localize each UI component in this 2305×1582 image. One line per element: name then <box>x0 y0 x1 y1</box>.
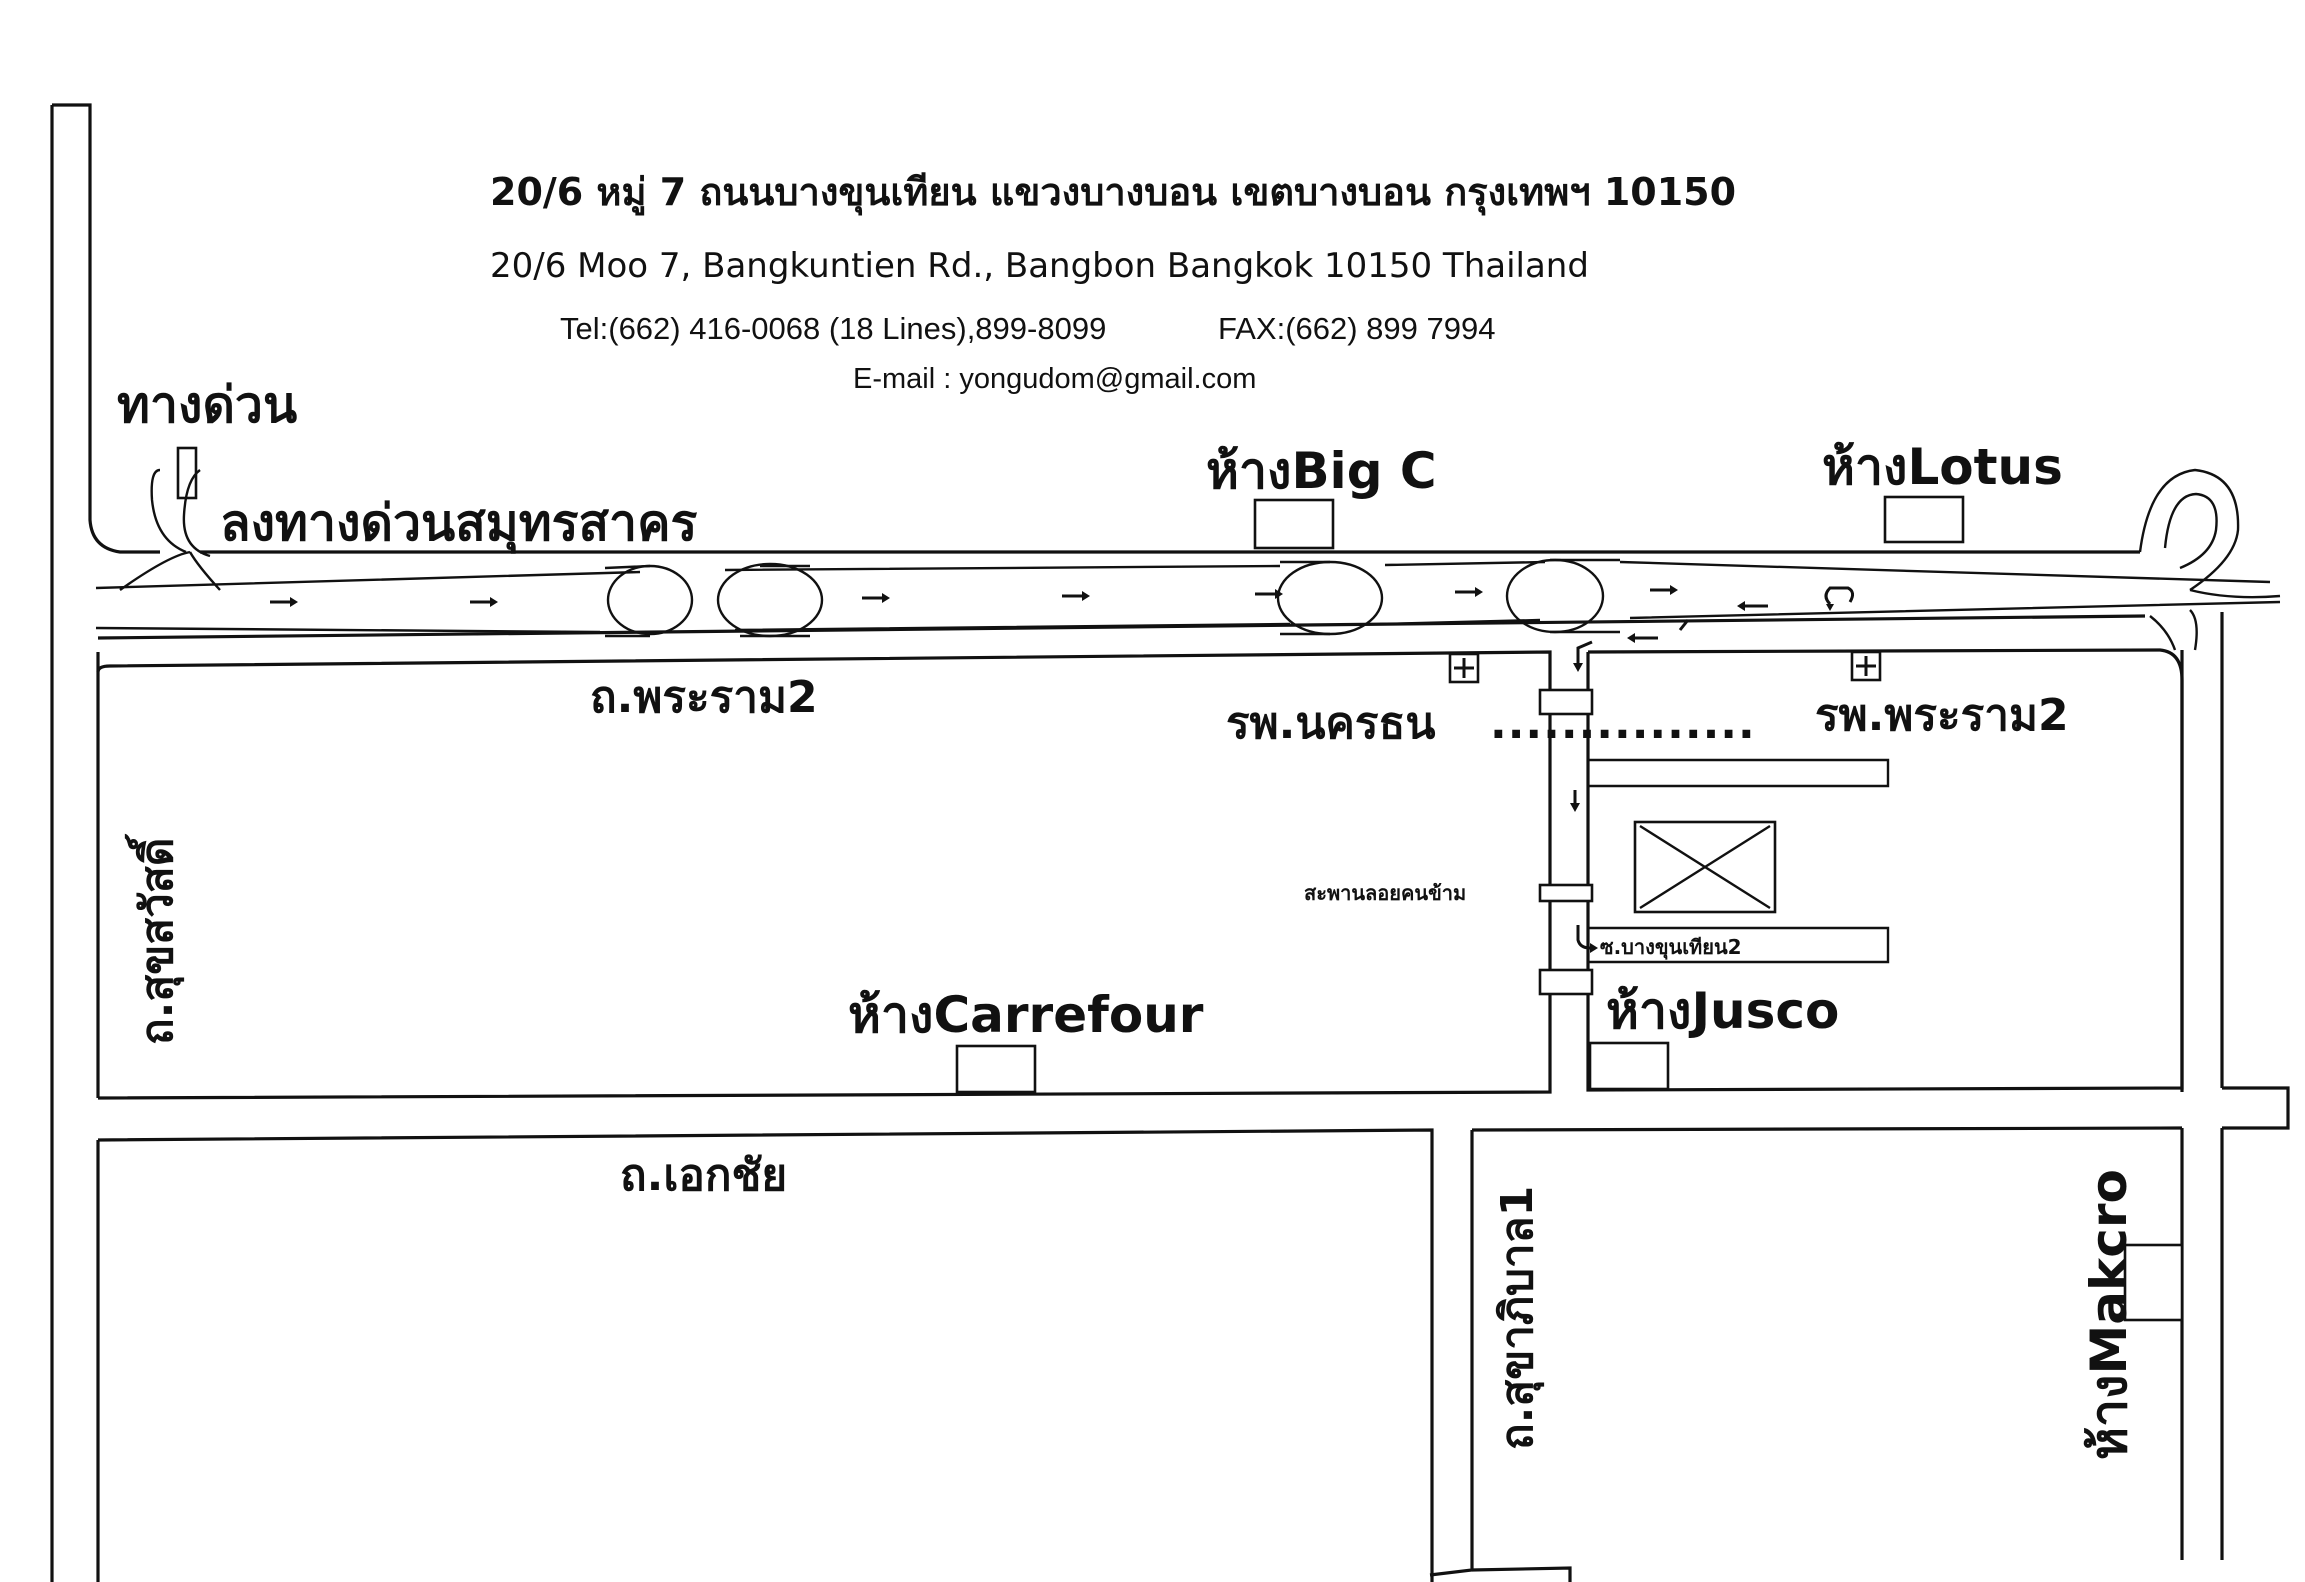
destination-marker-icon <box>1635 822 1775 912</box>
arrow-down-icon <box>1570 790 1580 812</box>
direction-arrows <box>270 585 1853 953</box>
email: E-mail : yongudom@gmail.com <box>853 363 1257 395</box>
arrow-right-icon <box>470 597 498 607</box>
buildings <box>957 497 2182 1320</box>
hospital-cross-icon <box>1450 654 1478 682</box>
sukhaphiban1-east <box>1472 1568 1570 1582</box>
arrow-right-icon <box>270 597 298 607</box>
rama2-hospital-label: รพ.พระราม2 <box>1815 690 2069 741</box>
side-street <box>1588 760 1888 786</box>
arrow-left-icon <box>1737 601 1768 611</box>
arrow-turn-icon <box>1573 620 1688 672</box>
makro-label: ห้างMakcro <box>2080 1169 2138 1460</box>
carrefour-label: ห้างCarrefour <box>848 986 1204 1044</box>
u-turn-icon <box>1826 588 1853 611</box>
arrow-right-icon <box>1062 591 1090 601</box>
sukhaphiban1-west <box>1472 1128 2182 1130</box>
arrow-right-icon <box>1455 587 1483 597</box>
fax: FAX:(662) 899 7994 <box>1218 311 1496 346</box>
right-end-interchange <box>2140 470 2280 650</box>
nakhon-thon-hospital-label: รพ.นครธน <box>1226 698 1436 749</box>
jusco-label: ห้างJusco <box>1606 982 1840 1040</box>
expressway-road <box>52 105 160 552</box>
big-c-building <box>1255 500 1333 548</box>
arrow-right-icon <box>1650 585 1678 595</box>
lotus-label: ห้างLotus <box>1822 438 2063 496</box>
arrow-right-icon <box>862 593 890 603</box>
expressway-label: ทางด่วน <box>117 376 298 434</box>
lotus-building <box>1885 497 1963 542</box>
arrow-left-icon <box>1627 633 1658 643</box>
sukhaphiban1-road-label: ถ.สุขาภิบาล1 <box>1492 1185 1543 1450</box>
hospital-cross-icon <box>1852 652 1880 680</box>
sukhaphiban1-road <box>1430 1130 1472 1575</box>
rama2-road-label: ถ.พระราม2 <box>590 672 818 723</box>
big-c-label: ห้างBig C <box>1206 442 1437 500</box>
jusco-building <box>1590 1043 1668 1089</box>
dotted-guide: ............... <box>1490 698 1756 749</box>
header-block <box>490 170 1736 395</box>
suksawat-road-label: ถ.สุขสวัสดิ์ <box>132 837 183 1045</box>
soi-bangkhuntien2-label: ซ.บางขุนเทียน2 <box>1600 935 1742 959</box>
address-thai: 20/6 หมู่ 7 ถนนบางขุนเทียน แขวงบางบอน เขตบางบอน กรุงเทพฯ 10150 <box>490 170 1737 214</box>
ekachai-road-label: ถ.เอกชัย <box>620 1150 788 1201</box>
road-network <box>52 105 2288 1582</box>
carrefour-building <box>957 1046 1035 1092</box>
rama2-road-lane-upper <box>96 562 2270 588</box>
expressway-ramp <box>120 448 220 590</box>
telephone: Tel:(662) 416-0068 (18 Lines),899-8099 <box>560 311 1107 346</box>
footbridge-marker-3 <box>1540 970 1592 994</box>
address-english: 20/6 Moo 7, Bangkuntien Rd., Bangbon Bangkok 10150 Thailand <box>490 246 1589 286</box>
footbridge-label: สะพานลอยคนข้าม <box>1304 881 1467 905</box>
footbridge-marker-2 <box>1540 885 1592 901</box>
exit-samut-sakhon-label: ลงทางด่วนสมุทรสาคร <box>220 494 698 552</box>
